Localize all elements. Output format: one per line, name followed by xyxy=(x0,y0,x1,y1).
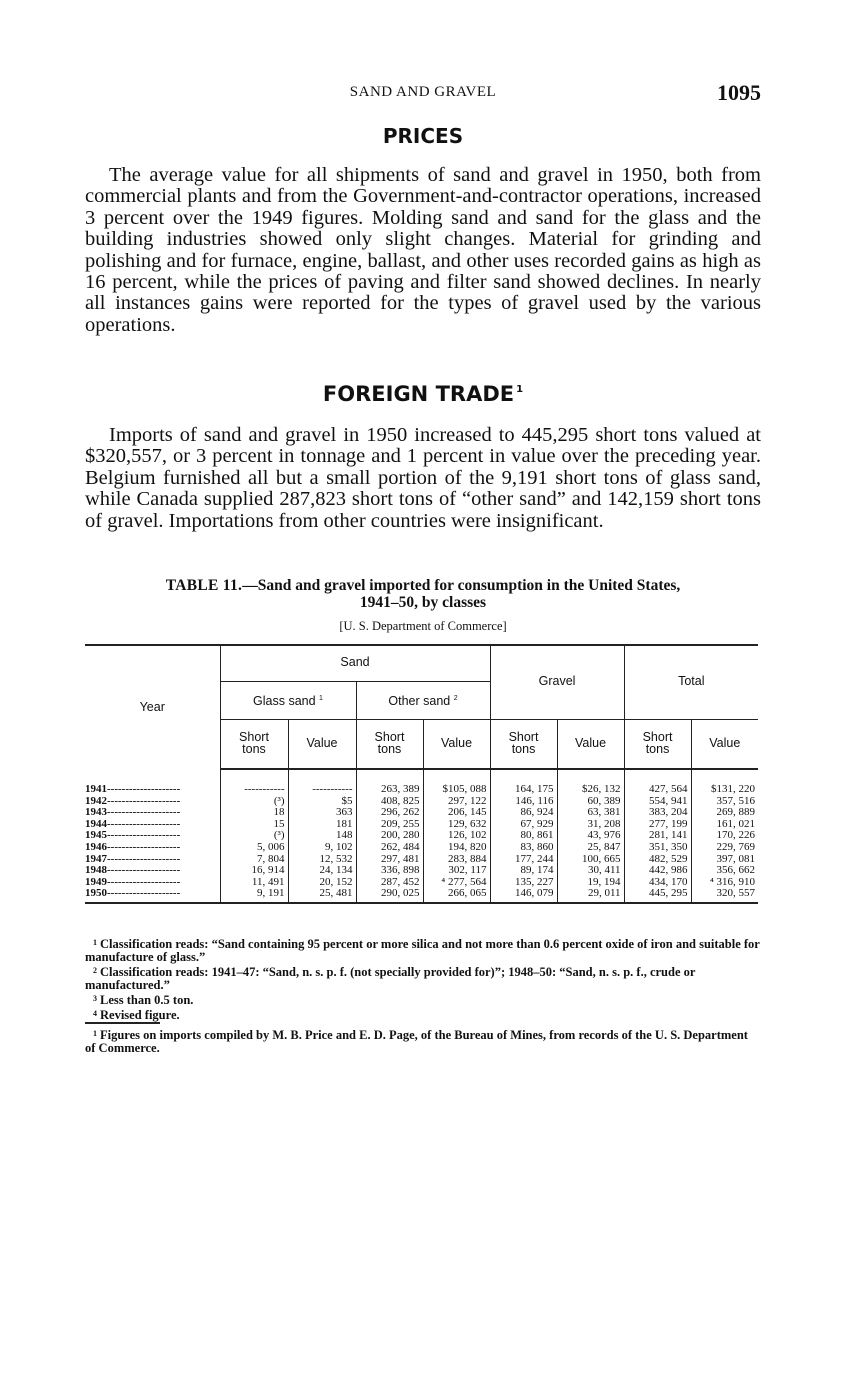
cell-gr-tons: 67, 929 xyxy=(490,819,557,831)
cell-gr-value: 25, 847 xyxy=(557,842,624,854)
dot-leader: -------------------- xyxy=(107,795,181,807)
header-other-sand-note: 2 xyxy=(453,694,458,702)
cell-os-tons: 200, 280 xyxy=(356,830,423,842)
cell-gr-tons: 89, 174 xyxy=(490,865,557,877)
imports-table xyxy=(85,644,758,904)
foreign-trade-paragraph: Imports of sand and gravel in 1950 increased to 445,295 short tons valued at $320,557, or 3 percent in tonnage and 1 percent in value over the preceding year. Belgium furnished all but a small portion of the 9,191 short tons of glass sand, while Canada supplied 287,823 short tons of “other sand” and 142,159 short tons of gravel. Importations from other countries were insignificant. xyxy=(85,424,761,532)
cell-gr-tons: 146, 116 xyxy=(490,796,557,808)
year-label: 1946 xyxy=(85,841,107,853)
cell-tot-tons: 434, 170 xyxy=(624,877,691,889)
footnote xyxy=(85,936,761,964)
trade-footnote xyxy=(85,1027,761,1055)
table-row xyxy=(85,769,758,796)
cell-tot-value: 357, 516 xyxy=(691,796,758,808)
foreign-trade-heading xyxy=(85,382,761,406)
header-sand: Sand xyxy=(220,645,490,681)
header-glass-short-tons xyxy=(220,719,288,769)
dot-leader: -------------------- xyxy=(107,830,181,842)
header-glass-sand xyxy=(220,681,356,719)
table-body xyxy=(85,769,758,903)
trade-footnote-text: Figures on imports compiled by M. B. Price and E. D. Page, of the Bureau of Mines, from records of the U. S. Department of Commerce. xyxy=(85,1028,748,1055)
dot-leader: -------------------- xyxy=(107,853,181,865)
imports-table-wrapper xyxy=(85,644,761,904)
cell-gr-value: 43, 976 xyxy=(557,830,624,842)
cell-tot-value: 356, 662 xyxy=(691,865,758,877)
table-title-line2: 1941–50, by classes xyxy=(359,594,487,611)
row-year xyxy=(85,854,220,866)
cell-os-tons: 408, 825 xyxy=(356,796,423,808)
header-glass-sand-note: 1 xyxy=(319,694,323,702)
header-year: Year xyxy=(85,645,220,769)
table-title xyxy=(85,577,761,611)
cell-gs-value: 12, 532 xyxy=(288,854,356,866)
table-source: [U. S. Department of Commerce] xyxy=(339,619,507,633)
dot-leader: -------------------- xyxy=(107,807,181,819)
cell-os-tons: 262, 484 xyxy=(356,842,423,854)
page-number: 1095 xyxy=(717,80,761,105)
header-short-label: Short xyxy=(374,730,405,745)
row-year xyxy=(85,830,220,842)
cell-os-tons: 296, 262 xyxy=(356,807,423,819)
cell-tot-value: ⁴ 316, 910 xyxy=(691,877,758,889)
cell-os-value: 297, 122 xyxy=(423,796,490,808)
cell-gr-value: 100, 665 xyxy=(557,854,624,866)
header-other-value: Value xyxy=(423,719,490,769)
cell-gs-value: 24, 134 xyxy=(288,865,356,877)
year-label: 1950 xyxy=(85,888,107,900)
year-label: 1942 xyxy=(85,795,107,807)
header-short-label: Short xyxy=(239,730,269,745)
table-label: TABLE 11. xyxy=(165,577,243,594)
table-row xyxy=(85,888,758,903)
row-year xyxy=(85,888,220,903)
footnote-text: Classification reads: 1941–47: “Sand, n. s. p. f. (not specially provided for)”; 1948–50: “Sand, n. s. p. f., crude or manufactured.” xyxy=(85,965,696,992)
footnote xyxy=(85,992,761,1007)
footnote-rule xyxy=(85,1022,160,1024)
header-total: Total xyxy=(624,645,758,719)
foreign-trade-footnote-ref: 1 xyxy=(516,384,524,395)
dot-leader: -------------------- xyxy=(107,876,181,888)
row-year xyxy=(85,865,220,877)
table-row xyxy=(85,865,758,877)
year-label: 1947 xyxy=(85,853,107,865)
cell-gs-tons: 11, 491 xyxy=(220,877,288,889)
cell-tot-tons: 445, 295 xyxy=(624,888,691,903)
cell-gr-value: 29, 011 xyxy=(557,888,624,903)
header-gravel: Gravel xyxy=(490,645,624,719)
prices-paragraph: The average value for all shipments of sand and gravel in 1950, both from commercial plants and from the Government-and-contractor operations, increased 3 percent over the 1949 figures. Molding sand and sand for the glass and the building industries showed only slight changes. Material for grinding and polishing and for furnace, engine, ballast, and other uses recorded gains as high as 16 percent, while the prices of paving and filter sand showed declines. In nearly all instances gains were reported for the types of gravel used by the various operations. xyxy=(85,164,761,336)
header-short-label: Short xyxy=(508,730,539,745)
foreign-trade-heading-text: FOREIGN TRADE xyxy=(322,382,515,406)
header-total-short-tons xyxy=(624,719,691,769)
cell-gs-value: 25, 481 xyxy=(288,888,356,903)
cell-os-value: 126, 102 xyxy=(423,830,490,842)
header-glass-value: Value xyxy=(288,719,356,769)
cell-os-value: 283, 884 xyxy=(423,854,490,866)
row-year xyxy=(85,842,220,854)
cell-tot-tons: 554, 941 xyxy=(624,796,691,808)
header-short-label: Short xyxy=(642,730,673,745)
cell-tot-value: 320, 557 xyxy=(691,888,758,903)
footnote-mark: 2 xyxy=(93,966,97,975)
cell-os-tons: 336, 898 xyxy=(356,865,423,877)
header-tons-label: tons xyxy=(645,741,670,756)
cell-gs-tons: 7, 804 xyxy=(220,854,288,866)
row-year xyxy=(85,769,220,796)
cell-gs-value: 148 xyxy=(288,830,356,842)
cell-os-value: 206, 145 xyxy=(423,807,490,819)
cell-os-tons: 263, 389 xyxy=(356,769,423,796)
year-label: 1948 xyxy=(85,865,107,877)
header-glass-sand-text: Glass sand xyxy=(253,693,316,708)
cell-tot-value: 269, 889 xyxy=(691,807,758,819)
cell-tot-tons: 351, 350 xyxy=(624,842,691,854)
footnote-text: Revised figure. xyxy=(100,1008,180,1022)
footnote-text: Less than 0.5 ton. xyxy=(100,993,194,1007)
year-label: 1949 xyxy=(85,876,107,888)
trade-footnote-mark: 1 xyxy=(93,1029,97,1038)
year-label: 1944 xyxy=(85,818,107,830)
cell-tot-value: 161, 021 xyxy=(691,819,758,831)
cell-gr-tons: 146, 079 xyxy=(490,888,557,903)
cell-gr-value: 60, 389 xyxy=(557,796,624,808)
cell-tot-tons: 383, 204 xyxy=(624,807,691,819)
cell-gs-value: 181 xyxy=(288,819,356,831)
cell-tot-value: 170, 226 xyxy=(691,830,758,842)
footnote-mark: 4 xyxy=(93,1009,97,1018)
header-other-short-tons xyxy=(356,719,423,769)
cell-os-tons: 209, 255 xyxy=(356,819,423,831)
header-other-sand xyxy=(356,681,490,719)
table-row xyxy=(85,842,758,854)
dot-leader: -------------------- xyxy=(107,782,181,795)
cell-gr-tons: 86, 924 xyxy=(490,807,557,819)
table-title-text: —Sand and gravel imported for consumption in the United States, xyxy=(242,577,681,594)
dot-leader: -------------------- xyxy=(107,818,181,830)
cell-tot-tons: 442, 986 xyxy=(624,865,691,877)
year-label: 1945 xyxy=(85,830,107,842)
cell-os-tons: 297, 481 xyxy=(356,854,423,866)
header-tons-label: tons xyxy=(511,741,536,756)
row-year xyxy=(85,819,220,831)
prices-heading: PRICES xyxy=(382,124,464,148)
footnote xyxy=(85,964,761,992)
cell-gr-value: 63, 381 xyxy=(557,807,624,819)
cell-gr-tons: 80, 861 xyxy=(490,830,557,842)
cell-gr-tons: 164, 175 xyxy=(490,769,557,796)
cell-tot-tons: 427, 564 xyxy=(624,769,691,796)
year-label: 1943 xyxy=(85,807,107,819)
cell-gr-value: 19, 194 xyxy=(557,877,624,889)
cell-os-value: $105, 088 xyxy=(423,769,490,796)
header-tons-label: tons xyxy=(242,741,266,756)
cell-gr-tons: 135, 227 xyxy=(490,877,557,889)
cell-gs-tons: (³) xyxy=(220,796,288,808)
cell-tot-tons: 277, 199 xyxy=(624,819,691,831)
footnote-text: Classification reads: “Sand containing 95 percent or more silica and not more than 0.6 percent oxide of iron and suitable for manufacture of glass.” xyxy=(85,937,760,964)
cell-gs-tons: (³) xyxy=(220,830,288,842)
cell-gr-value: $26, 132 xyxy=(557,769,624,796)
cell-gr-value: 31, 208 xyxy=(557,819,624,831)
cell-gs-tons: 5, 006 xyxy=(220,842,288,854)
cell-gs-tons: 16, 914 xyxy=(220,865,288,877)
header-total-value: Value xyxy=(691,719,758,769)
header-tons-label: tons xyxy=(377,741,402,756)
cell-tot-tons: 281, 141 xyxy=(624,830,691,842)
cell-gs-tons: 18 xyxy=(220,807,288,819)
cell-os-value: 266, 065 xyxy=(423,888,490,903)
running-title: SAND AND GRAVEL xyxy=(349,84,497,100)
footnote-mark: 3 xyxy=(93,994,97,1003)
year-label: 1941 xyxy=(85,782,107,795)
row-year xyxy=(85,807,220,819)
cell-os-value: ⁴ 277, 564 xyxy=(423,877,490,889)
dot-leader: -------------------- xyxy=(107,865,181,877)
cell-os-value: 194, 820 xyxy=(423,842,490,854)
cell-gs-value: $5 xyxy=(288,796,356,808)
dot-leader: -------------------- xyxy=(107,841,181,853)
cell-tot-value: $131, 220 xyxy=(691,769,758,796)
cell-gs-value: 9, 102 xyxy=(288,842,356,854)
cell-os-value: 129, 632 xyxy=(423,819,490,831)
cell-os-value: 302, 117 xyxy=(423,865,490,877)
cell-gs-value: 20, 152 xyxy=(288,877,356,889)
footnote-mark: 1 xyxy=(93,938,97,947)
header-gravel-value: Value xyxy=(557,719,624,769)
cell-gr-tons: 83, 860 xyxy=(490,842,557,854)
header-other-sand-text: Other sand xyxy=(388,693,451,708)
cell-os-tons: 287, 452 xyxy=(356,877,423,889)
header-gravel-short-tons xyxy=(490,719,557,769)
table-footnotes xyxy=(85,936,761,1022)
cell-tot-value: 229, 769 xyxy=(691,842,758,854)
cell-gr-tons: 177, 244 xyxy=(490,854,557,866)
cell-gs-tons: ----------- xyxy=(220,769,288,796)
cell-gs-tons: 15 xyxy=(220,819,288,831)
cell-tot-tons: 482, 529 xyxy=(624,854,691,866)
cell-os-tons: 290, 025 xyxy=(356,888,423,903)
cell-gs-tons: 9, 191 xyxy=(220,888,288,903)
cell-gs-value: 363 xyxy=(288,807,356,819)
cell-gr-value: 30, 411 xyxy=(557,865,624,877)
row-year xyxy=(85,796,220,808)
footnote xyxy=(85,1007,761,1022)
running-head xyxy=(85,82,761,104)
dot-leader: -------------------- xyxy=(107,888,181,900)
cell-tot-value: 397, 081 xyxy=(691,854,758,866)
cell-gs-value: ----------- xyxy=(288,769,356,796)
row-year xyxy=(85,877,220,889)
